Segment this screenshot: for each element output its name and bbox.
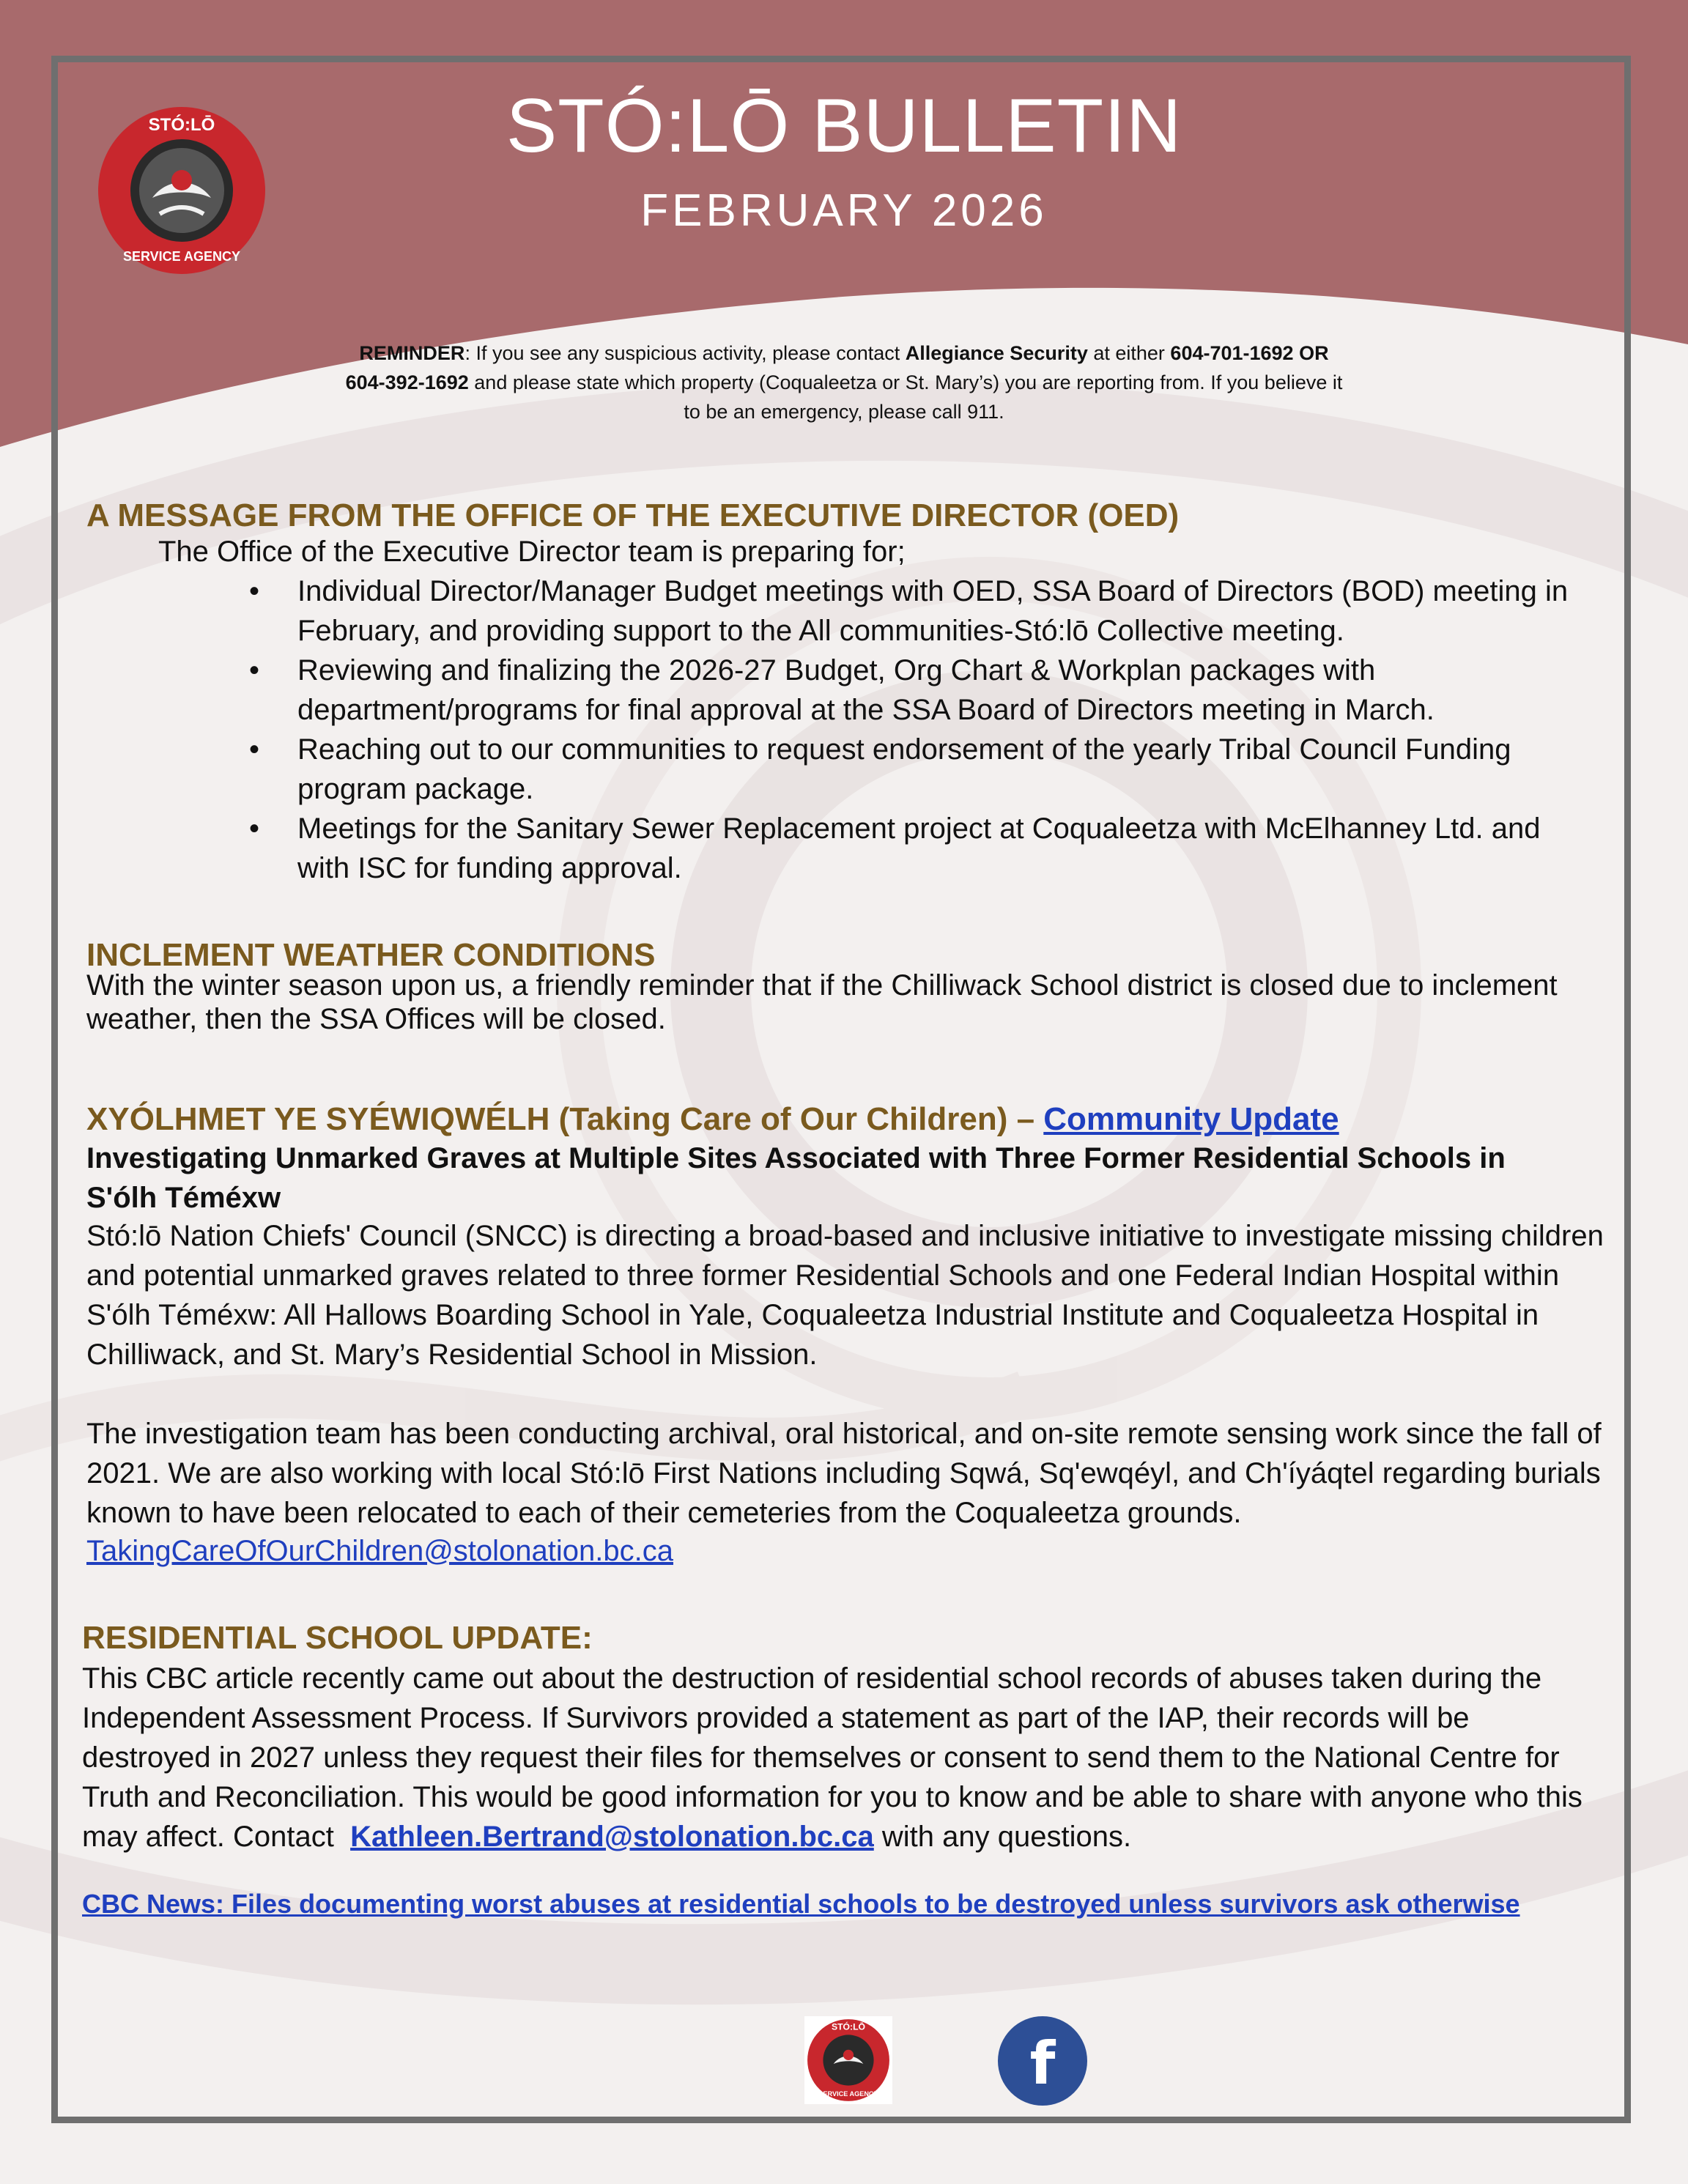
community-update-link[interactable]: Community Update	[1043, 1101, 1339, 1137]
list-item	[249, 651, 1587, 730]
residential-text	[82, 1659, 1606, 1857]
weather-heading: INCLEMENT WEATHER CONDITIONS	[86, 937, 656, 973]
footer-logo-bottom-text: SERVICE AGENCY	[818, 2089, 878, 2098]
reminder-phone-1: 604-701-1692 OR	[1170, 342, 1329, 364]
reminder-text-4: to be an emergency, please call 911.	[684, 401, 1004, 423]
children-heading	[86, 1100, 1610, 1139]
children-paragraph-2: The investigation team has been conducting archival, oral historical, and on-site remote sensing work since the fall of 2021. We are also working with local Stó:lō First Nations including Sqwá, Sq'ewqéyl, and Ch'íyáqtel regarding burials known to have been relocated to each of their cemeteries from the Coqualeetza grounds.	[86, 1418, 1602, 1529]
stolo-service-agency-logo	[95, 104, 268, 277]
bullet-glyph: •	[249, 575, 260, 607]
logo-bottom-text: SERVICE AGENCY	[122, 249, 241, 264]
bullet-text: Reaching out to our communities to request endorsement of the yearly Tribal Council Funding program package.	[297, 733, 1511, 805]
kathleen-email-link[interactable]: Kathleen.Bertrand@stolonation.bc.ca	[350, 1821, 874, 1853]
bullet-text: Meetings for the Sanitary Sewer Replacement project at Coqualeetza with McElhanney Ltd. and with ISC for funding approval.	[297, 812, 1541, 884]
children-heading-text: XYÓLHMET YE SYÉWIQWÉLH (Taking Care of Our Children) –	[86, 1101, 1044, 1137]
bullet-text: Individual Director/Manager Budget meetings with OED, SSA Board of Directors (BOD) meeting in February, and providing support to the All communities-Stó:lō Collective meeting.	[297, 575, 1569, 647]
list-item	[249, 571, 1587, 651]
list-item	[249, 809, 1587, 888]
cbc-news-link[interactable]: CBC News: Files documenting worst abuses at residential schools to be destroyed unless survivors ask otherwise	[82, 1889, 1520, 1919]
reminder-text-1: : If you see any suspicious activity, please contact	[464, 342, 906, 364]
footer-logo-top-text: STÓ:LŌ	[831, 2021, 866, 2032]
oed-heading: A MESSAGE FROM THE OFFICE OF THE EXECUTIVE DIRECTOR (OED)	[86, 497, 1180, 533]
reminder-notice	[264, 338, 1424, 426]
weather-text: With the winter season upon us, a friendly reminder that if the Chilliwack School district is closed due to inclement weather, then the SSA Offices will be closed.	[86, 969, 1558, 1035]
reminder-label: REMINDER	[359, 342, 465, 364]
reminder-text-3: and please state which property (Coqualeetza or St. Mary’s) you are reporting from. If you believe it	[468, 371, 1343, 393]
residential-text-body: This CBC article recently came out about the destruction of residential school records of abuses taken during the Independent Assessment Process. If Survivors provided a statement as part of the IAP, their records will be destroyed in 2027 unless they request their files for themselves or consent to send them to the National Centre for Truth and Reconciliation. This would be good information for you to know and be able to share with anyone who this may affect. Contact	[82, 1662, 1591, 1853]
reminder-text-2: at either	[1087, 342, 1171, 364]
bullet-glyph: •	[249, 812, 260, 845]
bulletin-date: FEBRUARY 2026	[640, 185, 1048, 236]
bulletin-title: STÓ:LŌ BULLETIN	[506, 84, 1182, 169]
bullet-glyph: •	[249, 733, 260, 766]
reminder-company: Allegiance Security	[905, 342, 1088, 364]
bullet-text: Reviewing and finalizing the 2026-27 Budget, Org Chart & Workplan packages with department/programs for final approval at the SSA Board of Directors meeting in March.	[297, 654, 1435, 726]
bullet-glyph: •	[249, 654, 260, 686]
facebook-icon[interactable]: f	[998, 2016, 1087, 2106]
residential-text-end: with any questions.	[873, 1821, 1132, 1853]
list-item	[249, 730, 1587, 809]
reminder-phone-2: 604-392-1692	[345, 371, 469, 393]
oed-intro: The Office of the Executive Director team is preparing for;	[158, 536, 906, 568]
footer-logo-icon[interactable]	[804, 2016, 892, 2104]
children-subheading: Investigating Unmarked Graves at Multiple Sites Associated with Three Former Residential Schools in S'ólh Téméxw	[86, 1142, 1506, 1214]
children-paragraph-1: Stó:lō Nation Chiefs' Council (SNCC) is directing a broad-based and inclusive initiative to investigate missing children and potential unmarked graves related to three former Residential Schools and one Federal Indian Hospital within S'ólh Téméxw: All Hallows Boarding School in Yale, Coqualeetza Industrial Institute and Coqualeetza Hospital in Chilliwack, and St. Mary’s Residential School in Mission.	[86, 1220, 1604, 1371]
residential-heading: RESIDENTIAL SCHOOL UPDATE:	[82, 1620, 593, 1656]
logo-top-text: STÓ:LŌ	[148, 115, 215, 135]
children-email-link[interactable]: TakingCareOfOurChildren@stolonation.bc.ca	[86, 1535, 673, 1567]
oed-bullet-list	[249, 571, 1587, 888]
